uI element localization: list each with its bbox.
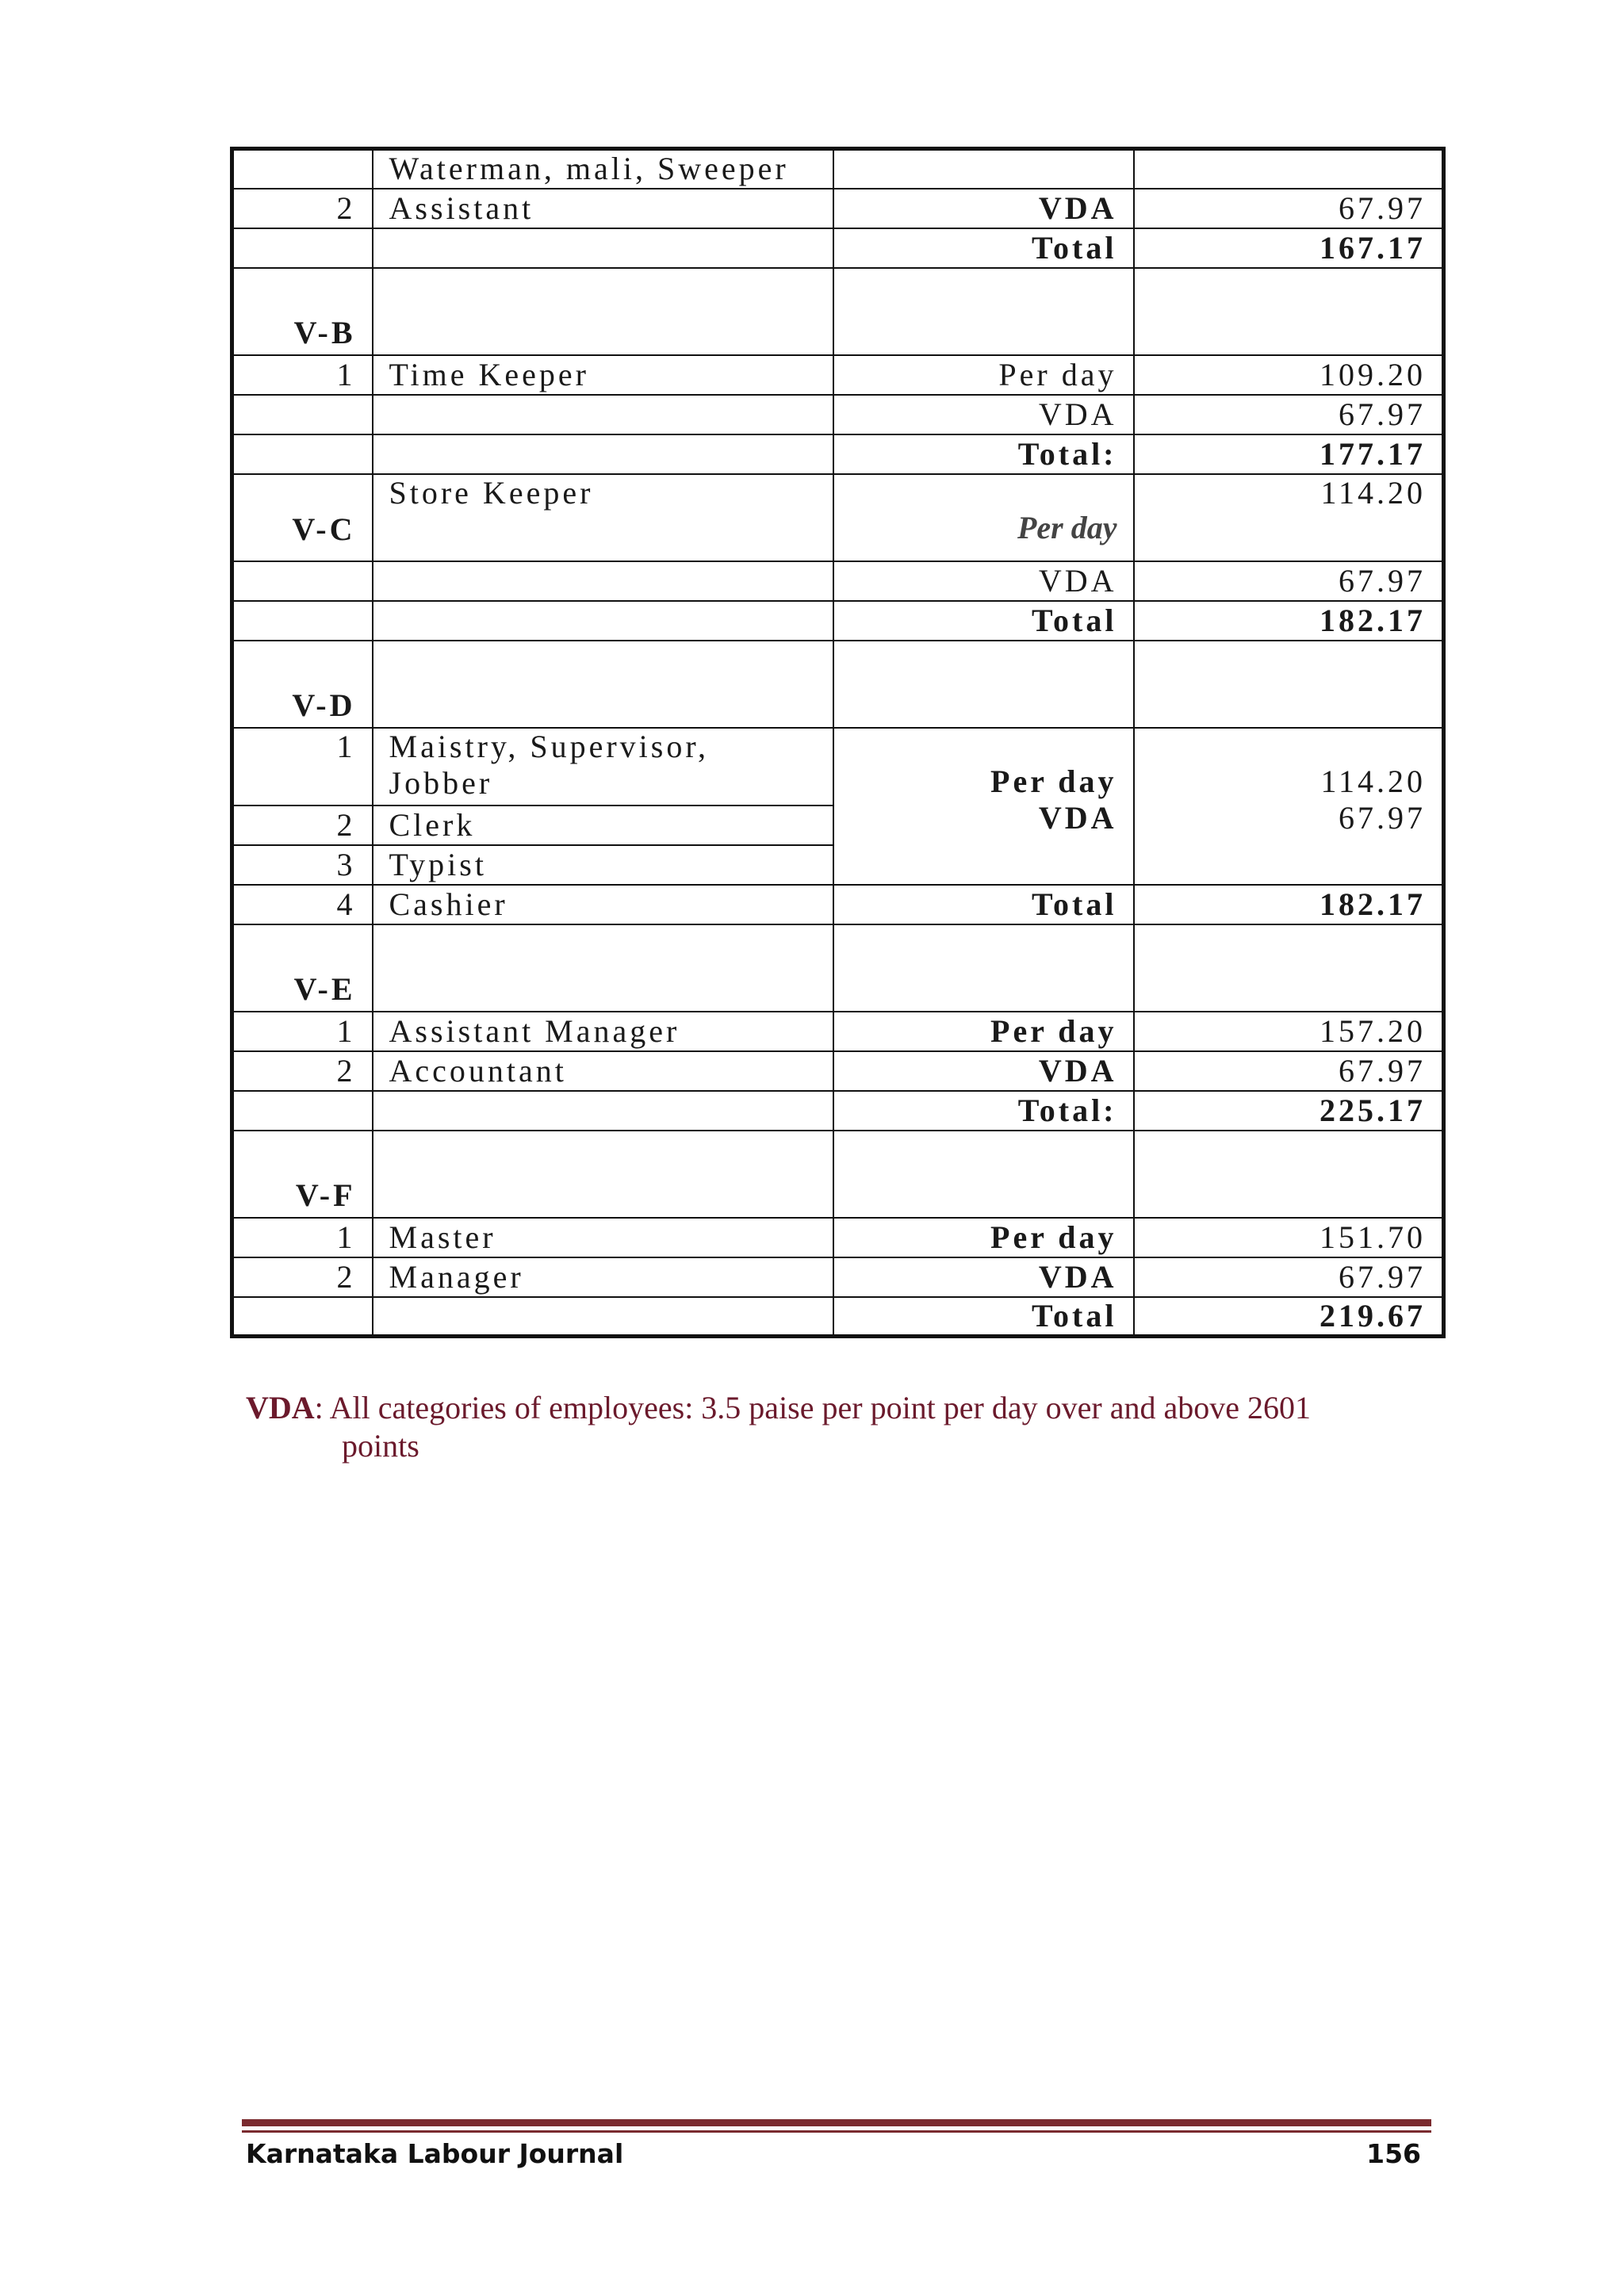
amount-cell: 157.20 xyxy=(1134,1012,1444,1051)
total-row xyxy=(232,228,1444,268)
rate-type-cell: VDA xyxy=(833,1051,1134,1091)
total-label: Total xyxy=(833,885,1134,924)
designation-cell: Time Keeper xyxy=(373,355,833,395)
serial-cell: 1 xyxy=(232,1218,373,1257)
rate-type-cell xyxy=(833,149,1134,189)
group-code: V-B xyxy=(232,268,373,355)
total-amount: 225.17 xyxy=(1134,1091,1444,1131)
designation-cell xyxy=(373,924,833,1012)
group-code: V-D xyxy=(232,641,373,728)
total-label: Total: xyxy=(833,1091,1134,1131)
amount-cell xyxy=(1134,149,1444,189)
serial-cell xyxy=(232,561,373,601)
designation-cell xyxy=(373,1091,833,1131)
total-amount: 177.17 xyxy=(1134,434,1444,474)
amount-cell: 67.97 xyxy=(1134,1051,1444,1091)
group-code: V-C xyxy=(232,474,373,561)
footer-journal-title: Karnataka Labour Journal xyxy=(246,2138,624,2169)
table-row xyxy=(232,1218,1444,1257)
total-label: Total xyxy=(833,228,1134,268)
amount-cell: 151.70 xyxy=(1134,1218,1444,1257)
designation-cell xyxy=(373,561,833,601)
serial-cell: 2 xyxy=(232,806,373,845)
table-row xyxy=(232,355,1444,395)
designation-cell xyxy=(373,228,833,268)
total-amount: 182.17 xyxy=(1134,601,1444,641)
serial-cell: 1 xyxy=(232,355,373,395)
total-row xyxy=(232,1091,1444,1131)
vda-note-text: : All categories of employees: 3.5 paise per point per day over and above 2601 xyxy=(314,1390,1311,1425)
table-row xyxy=(232,1051,1444,1091)
rate-type-cell: Per day xyxy=(833,474,1134,561)
footer-rule xyxy=(242,2119,1431,2126)
footer-rule-thin xyxy=(242,2130,1431,2133)
group-header-row xyxy=(232,474,1444,561)
designation-cell: Assistant Manager xyxy=(373,1012,833,1051)
serial-cell xyxy=(232,1297,373,1337)
amount-cell: 114.20 xyxy=(1134,474,1444,561)
vda-note xyxy=(246,1389,1311,1465)
serial-cell: 1 xyxy=(232,1012,373,1051)
serial-cell xyxy=(232,434,373,474)
designation-cell xyxy=(373,395,833,434)
amount-cell: 67.97 xyxy=(1134,1257,1444,1297)
group-header-row xyxy=(232,1131,1444,1218)
amount-cell xyxy=(1134,641,1444,728)
serial-cell xyxy=(232,228,373,268)
designation-cell xyxy=(373,268,833,355)
designation-cell xyxy=(373,601,833,641)
amount-cell xyxy=(1134,1131,1444,1218)
rate-type-cell: VDA xyxy=(833,189,1134,228)
serial-cell xyxy=(232,149,373,189)
serial-cell: 1 xyxy=(232,728,373,806)
designation-cell xyxy=(373,641,833,728)
table-row xyxy=(232,1257,1444,1297)
designation-cell: Clerk xyxy=(373,806,833,845)
amount-cell: 109.20 xyxy=(1134,355,1444,395)
amount-per-day: 114.20 xyxy=(1320,763,1426,799)
total-amount: 182.17 xyxy=(1134,885,1444,924)
designation-cell: Cashier xyxy=(373,885,833,924)
rate-type-cell: VDA xyxy=(833,561,1134,601)
total-label: Total: xyxy=(833,434,1134,474)
rate-type-cell xyxy=(833,728,1134,885)
vda-note-label: VDA xyxy=(246,1390,315,1425)
designation-cell: Typist xyxy=(373,845,833,885)
total-row xyxy=(232,1297,1444,1337)
group-header-row xyxy=(232,641,1444,728)
vda-note-text-continued: points xyxy=(342,1428,419,1464)
table-row xyxy=(232,189,1444,228)
table-row xyxy=(232,149,1444,189)
group-header-row xyxy=(232,268,1444,355)
serial-cell: 2 xyxy=(232,1051,373,1091)
serial-cell: 2 xyxy=(232,189,373,228)
group-code: V-E xyxy=(232,924,373,1012)
total-row xyxy=(232,885,1444,924)
group-header-row xyxy=(232,924,1444,1012)
rate-type-cell xyxy=(833,924,1134,1012)
amount-cell: 67.97 xyxy=(1134,561,1444,601)
table-row xyxy=(232,1012,1444,1051)
rate-type-cell: Per day xyxy=(833,1218,1134,1257)
serial-cell: 4 xyxy=(232,885,373,924)
rate-type-cell xyxy=(833,641,1134,728)
rate-type-cell xyxy=(833,1131,1134,1218)
total-row xyxy=(232,434,1444,474)
designation-cell: Accountant xyxy=(373,1051,833,1091)
designation-cell xyxy=(373,1131,833,1218)
rate-type-cell: VDA xyxy=(833,1257,1134,1297)
rate-type-cell: Per day xyxy=(833,1012,1134,1051)
amount-cell: 67.97 xyxy=(1134,395,1444,434)
serial-cell xyxy=(232,395,373,434)
total-label: Total xyxy=(833,1297,1134,1337)
designation-cell xyxy=(373,434,833,474)
rate-type-cell: VDA xyxy=(833,395,1134,434)
amount-vda: 67.97 xyxy=(1339,799,1426,836)
rate-type-cell: Per day xyxy=(833,355,1134,395)
designation-cell: Manager xyxy=(373,1257,833,1297)
designation-cell: Assistant xyxy=(373,189,833,228)
designation-cell: Store Keeper xyxy=(373,474,833,561)
total-label: Total xyxy=(833,601,1134,641)
rate-type-cell xyxy=(833,268,1134,355)
designation-cell xyxy=(373,1297,833,1337)
designation-cell: Master xyxy=(373,1218,833,1257)
total-row xyxy=(232,601,1444,641)
serial-cell: 3 xyxy=(232,845,373,885)
rate-type-vda: VDA xyxy=(1038,799,1117,836)
designation-cell: Waterman, mali, Sweeper xyxy=(373,149,833,189)
wage-table xyxy=(230,147,1446,1338)
amount-cell xyxy=(1134,728,1444,885)
page-number: 156 xyxy=(1366,2138,1421,2169)
total-amount: 219.67 xyxy=(1134,1297,1444,1337)
serial-cell: 2 xyxy=(232,1257,373,1297)
table-row xyxy=(232,728,1444,806)
table-row xyxy=(232,561,1444,601)
rate-type-per-day: Per day xyxy=(990,763,1117,799)
designation-cell: Maistry, Supervisor, Jobber xyxy=(373,728,833,806)
table-row xyxy=(232,395,1444,434)
serial-cell xyxy=(232,601,373,641)
group-code: V-F xyxy=(232,1131,373,1218)
total-amount: 167.17 xyxy=(1134,228,1444,268)
amount-cell xyxy=(1134,268,1444,355)
amount-cell: 67.97 xyxy=(1134,189,1444,228)
amount-cell xyxy=(1134,924,1444,1012)
serial-cell xyxy=(232,1091,373,1131)
